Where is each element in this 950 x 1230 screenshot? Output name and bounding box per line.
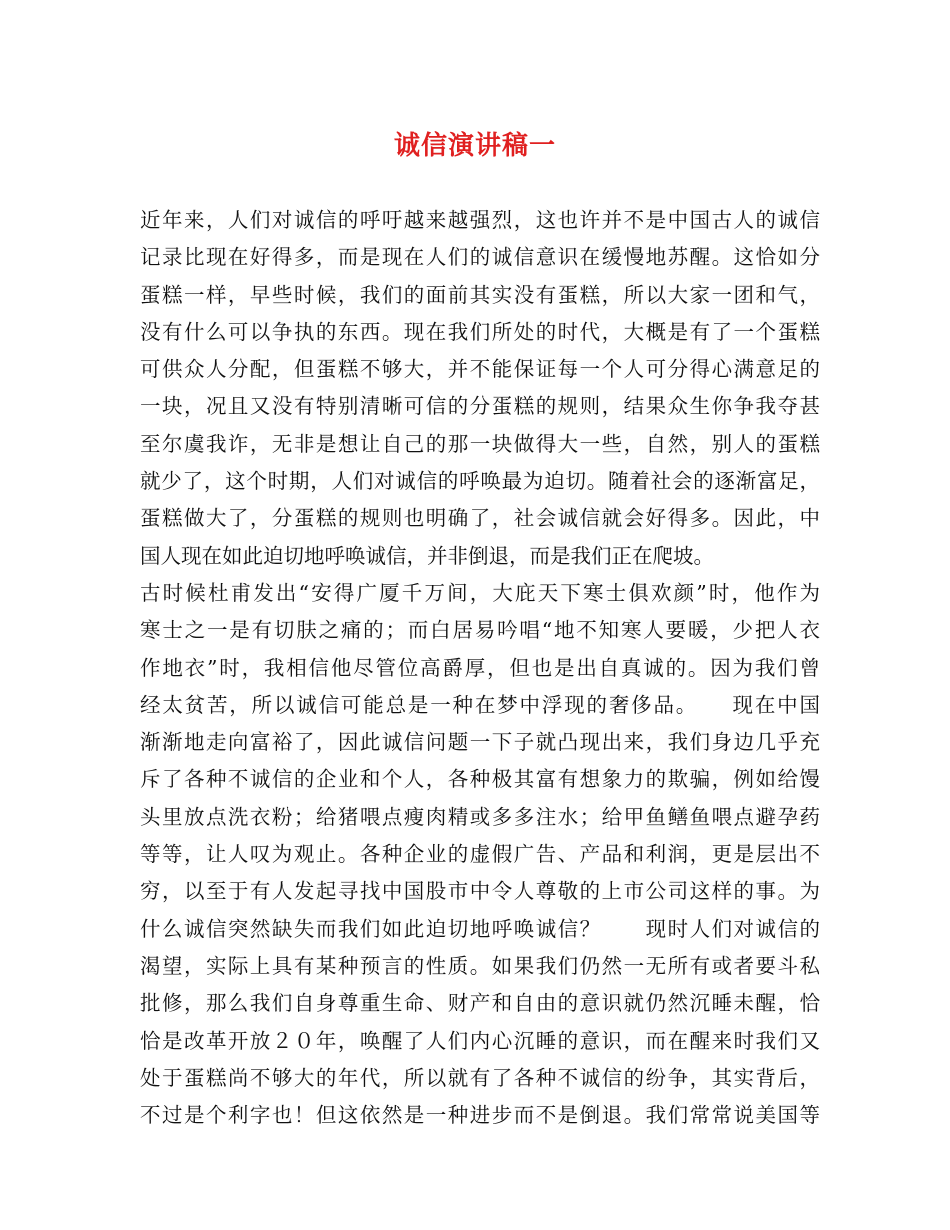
body-line: 渐渐地走向富裕了，因此诚信问题一下子就凸现出来，我们身边几乎充 — [140, 730, 820, 755]
body-line: 一块，况且又没有特别清晰可信的分蛋糕的规则，结果众生你争我夺甚 — [140, 394, 820, 419]
body-line: 至尔虞我诈，无非是想让自己的那一块做得大一些，自然，别人的蛋糕 — [140, 431, 820, 456]
body-line: 斥了各种不诚信的企业和个人，各种极其富有想象力的欺骗，例如给馒 — [140, 767, 820, 792]
body-line: 记录比现在好得多，而是现在人们的诚信意识在缓慢地苏醒。这恰如分 — [140, 245, 820, 270]
body-line: 穷，以至于有人发起寻找中国股市中令人尊敬的上市公司这样的事。为 — [140, 879, 820, 904]
body-line: 批修，那么我们自身尊重生命、财产和自由的意识就仍然沉睡未醒，恰 — [140, 991, 820, 1016]
body-line: 等等，让人叹为观止。各种企业的虚假广告、产品和利润，更是层出不 — [140, 842, 820, 867]
body-line: 处于蛋糕尚不够大的年代，所以就有了各种不诚信的纷争，其实背后， — [140, 1065, 820, 1090]
body-line: 国人现在如此迫切地呼唤诚信，并非倒退，而是我们正在爬坡。 — [140, 543, 714, 568]
document-title: 诚信演讲稿一 — [393, 131, 556, 161]
body-line: 经太贫苦，所以诚信可能总是一种在梦中浮现的奢侈品。 现在中国 — [140, 692, 820, 717]
body-line: 就少了，这个时期，人们对诚信的呼唤最为迫切。随着社会的逐渐富足， — [140, 469, 820, 494]
body-line: 寒士之一是有切肤之痛的；而白居易吟唱“地不知寒人要暖，少把人衣 — [140, 618, 820, 643]
body-line: 蛋糕一样，早些时候，我们的面前其实没有蛋糕，所以大家一团和气， — [140, 282, 820, 307]
body-line: 蛋糕做大了，分蛋糕的规则也明确了，社会诚信就会好得多。因此，中 — [140, 506, 820, 531]
body-line: 恰是改革开放２０年，唤醒了人们内心沉睡的意识，而在醒来时我们又 — [140, 1028, 820, 1053]
body-line: 可供众人分配，但蛋糕不够大，并不能保证每一个人可分得心满意足的 — [140, 357, 820, 382]
body-line: 头里放点洗衣粉；给猪喂点瘦肉精或多多注水；给甲鱼鳝鱼喂点避孕药 — [140, 804, 820, 829]
body-line: 古时候杜甫发出“安得广厦千万间，大庇天下寒士俱欢颜”时，他作为 — [140, 580, 820, 605]
body-line: 没有什么可以争执的东西。现在我们所处的时代，大概是有了一个蛋糕 — [140, 319, 820, 344]
body-line: 什么诚信突然缺失而我们如此迫切地呼唤诚信？ 现时人们对诚信的 — [140, 916, 820, 941]
body-line: 近年来，人们对诚信的呼吁越来越强烈，这也许并不是中国古人的诚信 — [140, 208, 820, 232]
body-line: 渴望，实际上具有某种预言的性质。如果我们仍然一无所有或者要斗私 — [140, 953, 820, 978]
body-line: 作地衣”时，我相信他尽管位高爵厚，但也是出自真诚的。因为我们曾 — [140, 655, 820, 680]
body-line: 不过是个利字也！但这依然是一种进步而不是倒退。我们常常说美国等 — [140, 1103, 820, 1128]
document-body — [140, 202, 820, 1134]
